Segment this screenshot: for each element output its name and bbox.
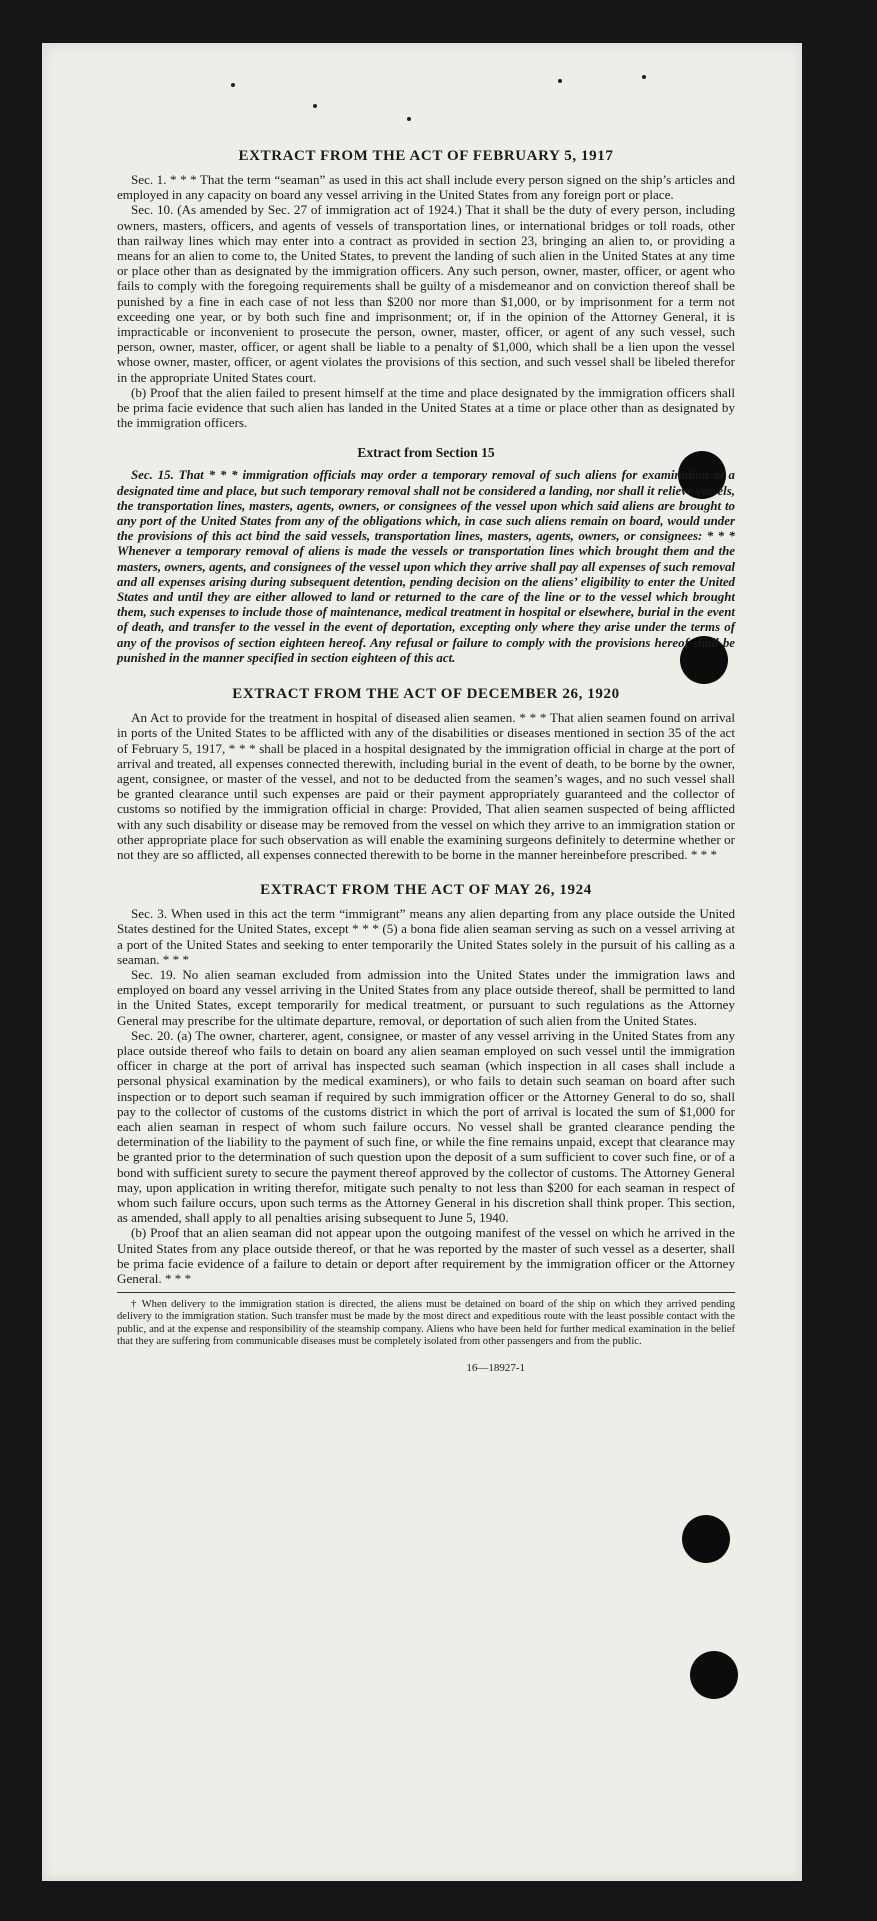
scan-speck [407,117,411,121]
form-number: 16—18927-1 [466,1362,525,1375]
section-heading: EXTRACT FROM THE ACT OF MAY 26, 1924 [260,882,592,899]
paragraph: Sec. 3. When used in this act the term “immigrant” means any alien departing from any place outside the United States destined for the United States, except * * * (5) a bona fide alien seaman serving as such on a vessel arriving at a port of the United States and seeking to enter temporarily the United States solely in the pursuit of his calling as a seaman. * * * [117,906,735,967]
scan-speck [231,83,235,87]
punch-hole [682,1515,730,1563]
paragraph: An Act to provide for the treatment in hospital of diseased alien seamen. * * * That alien seamen found on arrival in ports of the United States to be afflicted with any of the disabilities or diseases mentioned in section 35 of the act of February 5, 1917, * * * shall be placed in a hospital designated by the immigration official in charge at the port of arrival and treated, all expenses connected therewith, including burial in the event of death, to be borne by the owner, agent, consignee, or master of the vessel, and not to be deducted from the seamen’s wages, and no such vessel shall be granted clearance until such expenses are paid or their payment appropriately guaranteed and the collector of customs so notified by the immigration official in charge: Provided, That alien seamen suspected of being afflicted with any such disability or disease may be removed from the vessel on which they arrive to an immigration station or other appropriate place for such observation as will enable the examining surgeons definitely to determine whether or not they are so afflicted, all expenses connected therewith to be borne in the manner hereinbefore prescribed. * * * [117,710,735,862]
punch-hole [690,1651,738,1699]
section-heading: EXTRACT FROM THE ACT OF FEBRUARY 5, 1917 [238,148,614,164]
paragraph: Sec. 15. That * * * immigration officials may order a temporary removal of such aliens for examination at a designated time and place, but such temporary removal shall not be considered a landing, nor shall it relieve vessels, the transportation lines, masters, agents, owners, or consignees of the vessel upon which said aliens are brought to any port of the United States from any of the obligations which, in case such aliens remain on board, would under the provisions of this act bind the said vessels, transportation lines, masters, agents, owners, or consignees: * * * Whenever a temporary removal of aliens is made the vessels or transportation lines which brought them and the masters, owners, agents, and consignees of the vessel upon which they arrive shall pay all expenses of such removal and all expenses arising during subsequent detention, pending decision on the aliens’ eligibility to enter the United States and until they are either allowed to land or returned to the care of the line or to the vessel which brought them, such expenses to include those of maintenance, medical treatment in hospital or elsewhere, burial in the event of death, and transfer to the vessel in the event of deportation, excepting only where they arise under the terms of any of the provisos of section eighteen hereof. Any refusal or failure to comply with the provisions hereof shall be punished in the manner specified in section eighteen of this act. [117,468,735,665]
paragraph: (b) Proof that the alien failed to present himself at the time and place designated by the immigration officers shall be prima facie evidence that such alien has landed in the United States at a time or place other than as designated by the immigration officers. [117,384,735,431]
scan-speck [313,104,317,108]
scan-speck [642,75,646,79]
paragraph: Sec. 19. No alien seaman excluded from admission into the United States under the immigration laws and employed on board any vessel arriving in the United States from any place outside thereof, shall be permitted to land in the United States, except temporarily for medical treatment, or pursuant to such regulations as the Attorney General may prescribe for the ultimate departure, removal, or deportation of such alien from the United States. [117,966,735,1028]
document-page [42,43,802,1881]
paragraph: Sec. 10. (As amended by Sec. 27 of immigration act of 1924.) That it shall be the duty of every person, including owners, masters, officers, and agents of vessels of transportation lines, or international bridges or toll roads, other than railway lines which may enter into a contract as provided in section 23, bringing an alien to, or providing a means for an alien to come to, the United States, to prevent the landing of such alien in the United States at any time or place other than as designated by the immigration officers. Any such person, owner, master, officer, or agent who fails to comply with the foregoing requirements shall be guilty of a misdemeanor and on conviction thereof shall be punished by a fine in each case of not less than $200 nor more than $1,000, or by imprisonment for a term not exceeding one year, or by both such fine and imprisonment; or, if in the opinion of the Attorney General, it is impracticable or inconvenient to prosecute the person, owner, master, officer, or agent of any such vessel, such person, owner, master, officer, or agent shall be liable to a penalty of $1,000, which shall be a lien upon the vessel whose owner, master, officer, or agent violates the provisions of this section, and such vessel shall be libeled therefor in the appropriate United States court. [117,202,735,385]
section-heading: EXTRACT FROM THE ACT OF DECEMBER 26, 1920 [232,686,620,703]
paragraph: Sec. 20. (a) The owner, charterer, agent, consignee, or master of any vessel arriving in the United States from any place outside thereof who fails to detain on board any alien seaman employed on such vessel until the immigration officer in charge at the port of arrival has inspected such seaman (which inspection in all cases shall include a personal physical examination by the medical examiners), or who fails to detain such seaman on board after such inspection or to deport such seaman if required by such immigration officer or the Attorney General to do so, shall pay to the collector of customs of the customs district in which the port of arrival is located the sum of $1,000 for each alien seaman in respect of whom such failure occurs. No vessel shall be granted clearance pending the determination of the liability to the payment of such fine, or while the fine remains unpaid, except that clearance may be granted prior to the determination of such question upon the deposit of a sum sufficient to cover such fine, or of a bond with sufficient surety to secure the payment thereof approved by the collector of customs. The Attorney General may, upon application in writing therefor, mitigate such penalty to not less than $200 for each seaman in respect of whom such failure occurs, upon such terms as the Attorney General in his discretion shall think proper. This section, as amended, shall apply to all penalties arising subsequent to June 5, 1940. [117,1027,735,1226]
footnote: † When delivery to the immigration station is directed, the aliens must be detained on board of the ship on which they arrived pending delivery to the immigration station. Such transfer must be made by the most direct and expeditious route with the least possible contact with the public, and at the expense and responsibility of the steamship company. Aliens who have been held for further medical examination in the belief that they are suffering from communicable diseases must be completely isolated from other passengers and from the public. [117,1299,735,1347]
footnote-divider [117,1292,735,1293]
document-body [117,146,735,1374]
scan-speck [558,79,562,83]
paragraph: (b) Proof that an alien seaman did not appear upon the outgoing manifest of the vessel on which he arrived in the United States from any place outside thereof, or that he was reported by the master of such vessel as a deserter, shall be prima facie evidence of a failure to detain or deport after requirement by the immigration officer or the Attorney General. * * * [117,1225,735,1286]
section-subheading: Extract from Section 15 [357,445,495,461]
paragraph: Sec. 1. * * * That the term “seaman” as used in this act shall include every person signed on the ship’s articles and employed in any capacity on board any vessel arriving in the United States from any foreign port or place. [117,172,735,203]
